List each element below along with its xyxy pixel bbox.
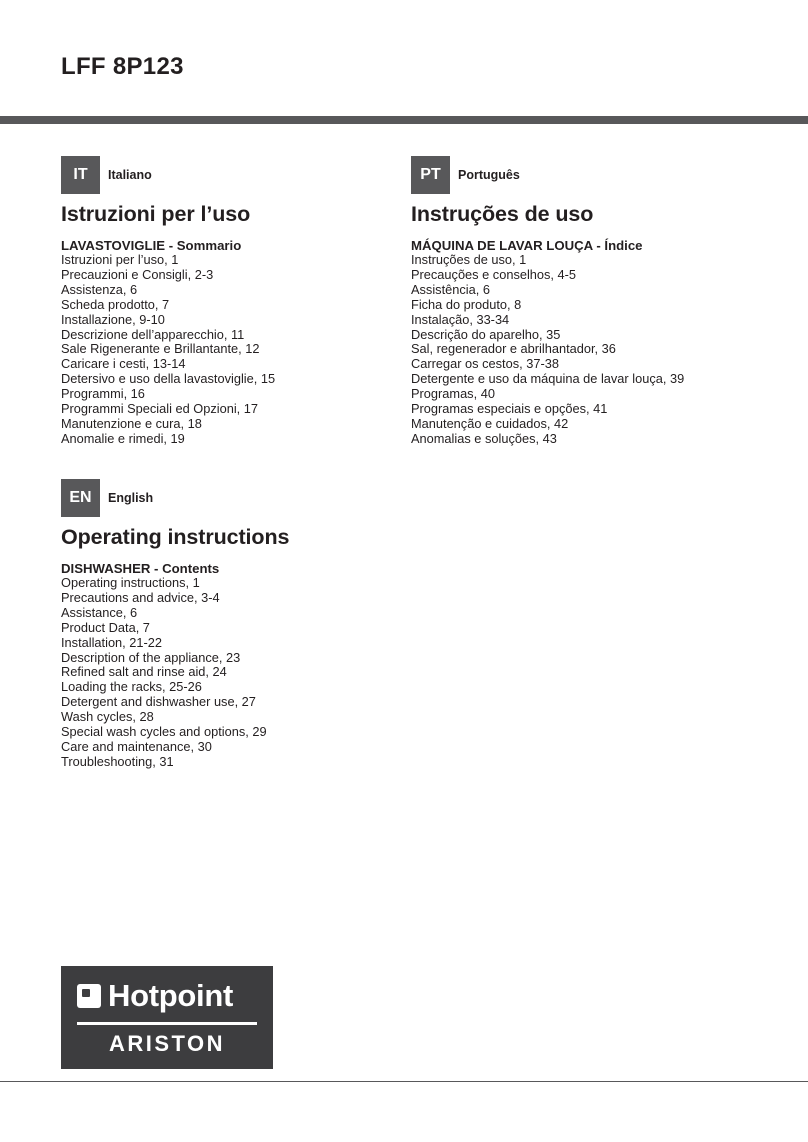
language-header bbox=[411, 156, 751, 194]
language-name: Português bbox=[458, 168, 520, 182]
toc-item: Sale Rigenerante e Brillantante, 12 bbox=[61, 341, 260, 357]
toc-item: Precautions and advice, 3-4 bbox=[61, 589, 220, 605]
section-title: Istruzioni per l’uso bbox=[61, 202, 251, 226]
toc-item: Precauzioni e Consigli, 2-3 bbox=[61, 266, 214, 282]
toc-item: Assistance, 6 bbox=[61, 604, 138, 620]
logo-divider bbox=[77, 1022, 257, 1025]
toc-item: Detergent and dishwasher use, 27 bbox=[61, 694, 256, 710]
toc-item: Carregar os cestos, 37-38 bbox=[411, 356, 559, 372]
footer-divider bbox=[0, 1081, 808, 1082]
toc-item: Care and maintenance, 30 bbox=[61, 738, 212, 754]
toc-item: Istruzioni per l’uso, 1 bbox=[61, 252, 179, 267]
toc-item: Special wash cycles and options, 29 bbox=[61, 724, 267, 740]
toc-item: Descrição do aparelho, 35 bbox=[411, 326, 561, 342]
logo-brand-text: Hotpoint bbox=[108, 978, 233, 1013]
contents-heading: DISHWASHER - Contents bbox=[61, 561, 220, 576]
contents-heading: LAVASTOVIGLIE - Sommario bbox=[61, 238, 242, 253]
section-title: Operating instructions bbox=[61, 525, 290, 549]
toc-item: Installation, 21-22 bbox=[61, 634, 163, 650]
section-english bbox=[61, 479, 401, 770]
toc-item: Anomalie e rimedi, 19 bbox=[61, 430, 185, 446]
toc-item: Sal, regenerador e abrilhantador, 36 bbox=[411, 341, 616, 357]
table-of-contents bbox=[61, 576, 401, 770]
toc-item: Descrizione dell’apparecchio, 11 bbox=[61, 326, 245, 342]
hotpoint-ariston-logo bbox=[61, 966, 273, 1069]
table-of-contents bbox=[411, 253, 751, 447]
language-code-badge: IT bbox=[61, 156, 100, 194]
section-italian bbox=[61, 156, 401, 447]
toc-item: Loading the racks, 25-26 bbox=[61, 679, 202, 695]
toc-item: Assistência, 6 bbox=[411, 281, 490, 297]
toc-item: Description of the appliance, 23 bbox=[61, 649, 241, 665]
logo-sub-text: ARISTON bbox=[108, 1031, 226, 1056]
toc-item: Manutenzione e cura, 18 bbox=[61, 415, 202, 431]
model-number: LFF 8P123 bbox=[61, 53, 184, 80]
toc-item: Refined salt and rinse aid, 24 bbox=[61, 664, 227, 680]
language-header bbox=[61, 156, 401, 194]
language-code-badge: EN bbox=[61, 479, 100, 517]
toc-item: Product Data, 7 bbox=[61, 619, 150, 635]
toc-item: Detergente e uso da máquina de lavar louça, 39 bbox=[411, 371, 685, 387]
toc-item: Wash cycles, 28 bbox=[61, 709, 154, 725]
section-portuguese bbox=[411, 156, 751, 447]
toc-item: Ficha do produto, 8 bbox=[411, 296, 522, 312]
toc-item: Troubleshooting, 31 bbox=[61, 753, 174, 769]
brand-square-icon bbox=[77, 984, 101, 1008]
toc-item: Caricare i cesti, 13-14 bbox=[61, 356, 186, 372]
toc-item: Precauções e conselhos, 4-5 bbox=[411, 266, 577, 282]
toc-item: Programmi, 16 bbox=[61, 386, 145, 402]
contents-heading: MÁQUINA DE LAVAR LOUÇA - Índice bbox=[411, 238, 643, 253]
toc-item: Scheda prodotto, 7 bbox=[61, 296, 170, 312]
toc-item: Programas, 40 bbox=[411, 386, 495, 402]
table-of-contents bbox=[61, 253, 401, 447]
logo-brand-row bbox=[77, 978, 233, 1014]
toc-item: Assistenza, 6 bbox=[61, 281, 138, 297]
toc-item: Programmi Speciali ed Opzioni, 17 bbox=[61, 401, 259, 417]
language-header bbox=[61, 479, 401, 517]
section-title: Instruções de uso bbox=[411, 202, 594, 226]
toc-item: Operating instructions, 1 bbox=[61, 575, 200, 590]
toc-item: Detersivo e uso della lavastoviglie, 15 bbox=[61, 371, 276, 387]
toc-item: Installazione, 9-10 bbox=[61, 311, 165, 327]
header-divider bbox=[0, 116, 808, 124]
toc-item: Instruções de uso, 1 bbox=[411, 252, 527, 267]
language-name: English bbox=[108, 491, 154, 505]
toc-item: Manutenção e cuidados, 42 bbox=[411, 415, 569, 431]
toc-item: Programas especiais e opções, 41 bbox=[411, 401, 608, 417]
toc-item: Anomalias e soluções, 43 bbox=[411, 430, 557, 446]
language-name: Italiano bbox=[108, 168, 152, 182]
toc-item: Instalação, 33-34 bbox=[411, 311, 510, 327]
language-code-badge: PT bbox=[411, 156, 450, 194]
